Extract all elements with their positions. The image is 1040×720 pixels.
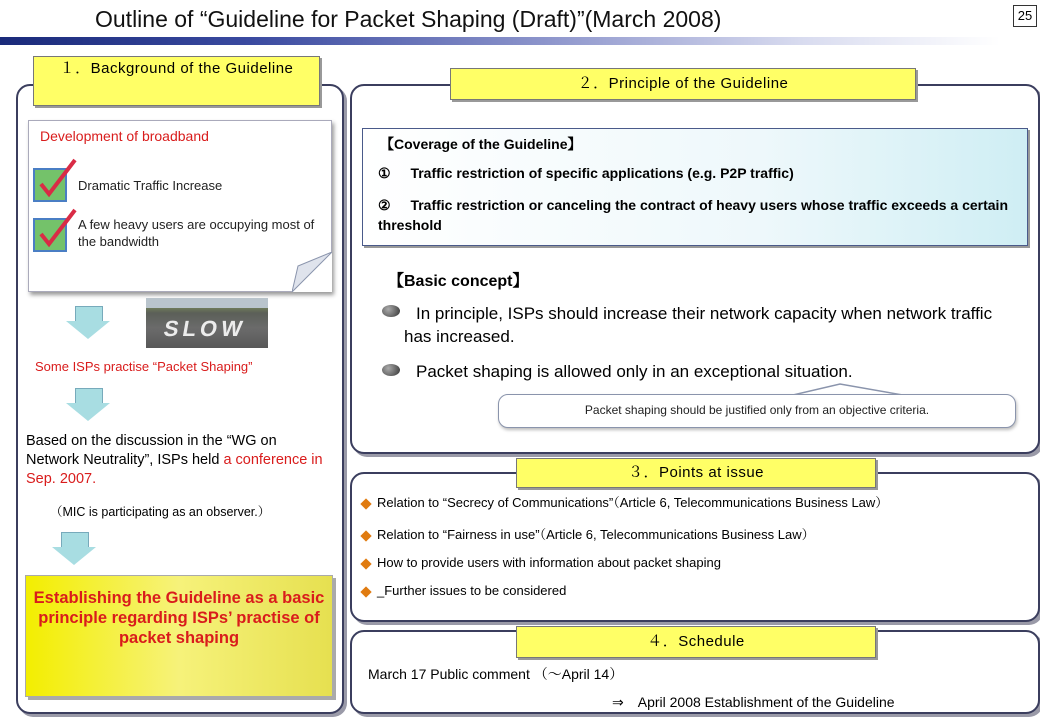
issue-item-2-text: Relation to “Fairness in use”（Article 6, Telecommunications Business Law）: [377, 527, 815, 542]
background-label: [33, 56, 320, 106]
check-item-traffic: Dramatic Traffic Increase: [78, 178, 223, 193]
callout-box: [498, 394, 1016, 428]
page-title: Outline of “Guideline for Packet Shaping (Draft)”(March 2008): [95, 6, 722, 32]
coverage-title: 【Coverage of the Guideline】: [380, 136, 582, 152]
coverage-item-1-text: Traffic restriction of specific applications (e.g. P2P traffic): [410, 165, 794, 181]
diamond-bullet-icon: [360, 586, 371, 597]
down-arrow-icon: [52, 532, 96, 565]
checkbox-checked-icon: [33, 218, 67, 252]
basic-concept-title: 【Basic concept】: [388, 273, 529, 290]
checkmark-icon: [33, 156, 77, 200]
schedule-label: [516, 626, 876, 658]
discussion-text-part1: Based on the discussion in the “WG on Network Neutrality”, ISPs held: [26, 433, 277, 468]
issue-item-1: [362, 492, 888, 511]
concept-item-2-text: Packet shaping is allowed only in an exceptional situation.: [416, 362, 853, 381]
establishing-guideline-text: Establishing the Guideline as a basic principle regarding ISPs’ practise of packet shaping: [33, 589, 325, 647]
discussion-text-part2: a conference in Sep. 2007.: [26, 452, 323, 487]
points-label-text: ３．Points at issue: [627, 464, 765, 481]
coverage-item-2-num: ②: [378, 197, 391, 213]
slow-road-photo: [146, 298, 268, 348]
title-underline-bar: [0, 37, 1000, 45]
issue-item-2: [362, 524, 815, 543]
checkmark-icon: [33, 206, 77, 250]
diamond-bullet-icon: [360, 498, 371, 509]
coverage-item-2-text: Traffic restriction or canceling the contract of heavy users whose traffic exceeds a certain threshold: [378, 197, 1009, 233]
page-number: 25: [1013, 5, 1037, 27]
issue-item-1-text: Relation to “Secrecy of Communications”（Article 6, Telecommunications Business Law）: [377, 495, 889, 510]
issue-item-3: [362, 555, 721, 570]
down-arrow-icon: [66, 306, 110, 339]
schedule-line-1: March 17 Public comment （～April 14）: [368, 666, 624, 682]
check-item-heavy-users: A few heavy users are occupying most of the bandwidth: [78, 217, 315, 249]
issue-item-3-text: How to provide users with information about packet shaping: [377, 555, 721, 570]
diamond-bullet-icon: [360, 530, 371, 541]
checkbox-checked-icon: [33, 168, 67, 202]
coverage-item-1: [378, 163, 1018, 183]
principle-label: [450, 68, 916, 100]
down-arrow-icon: [66, 388, 110, 421]
coverage-item-1-num: ①: [378, 165, 391, 181]
coverage-item-2: [378, 195, 1018, 235]
schedule-label-text: ４．Schedule: [647, 633, 745, 650]
points-label: [516, 458, 876, 488]
background-label-text: １．Background of the Guideline: [59, 60, 294, 77]
establishing-guideline-box: [25, 575, 333, 697]
bullet-ellipse-icon: [382, 364, 400, 376]
broadband-heading: Development of broadband: [40, 128, 209, 144]
concept-item-1-text: In principle, ISPs should increase their network capacity when network traffic has increased.: [404, 304, 993, 346]
road-text: SLOW: [161, 316, 249, 341]
bullet-ellipse-icon: [382, 305, 400, 317]
callout-text: Packet shaping should be justified only from an objective criteria.: [584, 403, 930, 417]
schedule-line-2: ⇒ April 2008 Establishment of the Guideline: [612, 694, 895, 710]
isp-practice-text: Some ISPs practise “Packet Shaping”: [35, 359, 253, 374]
issue-item-4: [362, 583, 566, 598]
discussion-text: [26, 432, 326, 489]
page-curl-icon: [292, 252, 332, 292]
issue-item-4-text: _Further issues to be considered: [377, 583, 567, 598]
principle-label-text: ２．Principle of the Guideline: [577, 75, 789, 92]
mic-observer-note: （MIC is participating as an observer.）: [50, 505, 271, 519]
diamond-bullet-icon: [360, 558, 371, 569]
